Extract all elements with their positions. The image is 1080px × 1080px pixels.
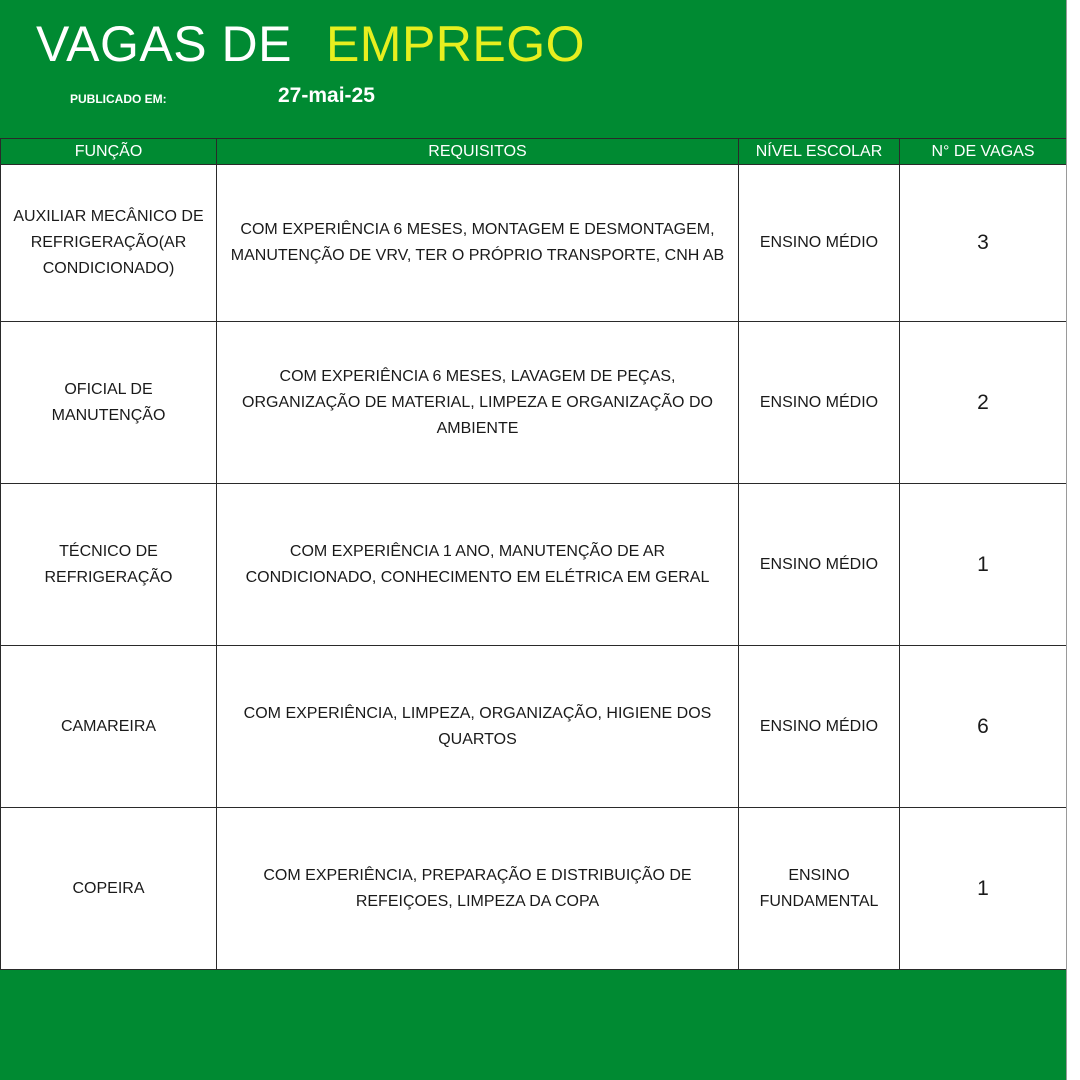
cell-funcao: AUXILIAR MECÂNICO DE REFRIGERAÇÃO(AR CONDICIONADO) xyxy=(1,165,217,322)
cell-requisitos: COM EXPERIÊNCIA 6 MESES, MONTAGEM E DESMONTAGEM, MANUTENÇÃO DE VRV, TER O PRÓPRIO TRANSPORTE, CNH AB xyxy=(217,165,739,322)
title-part-2: EMPREGO xyxy=(325,16,586,72)
published-label: PUBLICADO EM: xyxy=(70,92,167,106)
cell-vagas: 1 xyxy=(900,484,1067,646)
cell-nivel-escolar: ENSINO FUNDAMENTAL xyxy=(739,808,900,970)
column-header-vagas: N° DE VAGAS xyxy=(900,139,1067,165)
cell-nivel-escolar: ENSINO MÉDIO xyxy=(739,322,900,484)
cell-vagas: 3 xyxy=(900,165,1067,322)
cell-vagas: 1 xyxy=(900,808,1067,970)
title-part-1: VAGAS DE xyxy=(36,16,292,72)
page-title xyxy=(36,14,585,74)
cell-nivel-escolar: ENSINO MÉDIO xyxy=(739,646,900,808)
cell-nivel-escolar: ENSINO MÉDIO xyxy=(739,165,900,322)
column-header-nivel-escolar: NÍVEL ESCOLAR xyxy=(739,139,900,165)
cell-requisitos: COM EXPERIÊNCIA 1 ANO, MANUTENÇÃO DE AR CONDICIONADO, CONHECIMENTO EM ELÉTRICA EM GERAL xyxy=(217,484,739,646)
column-header-requisitos: REQUISITOS xyxy=(217,139,739,165)
cell-requisitos: COM EXPERIÊNCIA, PREPARAÇÃO E DISTRIBUIÇÃO DE REFEIÇOES, LIMPEZA DA COPA xyxy=(217,808,739,970)
cell-requisitos: COM EXPERIÊNCIA 6 MESES, LAVAGEM DE PEÇAS, ORGANIZAÇÃO DE MATERIAL, LIMPEZA E ORGANIZAÇÃO DO AMBIENTE xyxy=(217,322,739,484)
jobs-table xyxy=(0,138,1067,970)
published-date: 27-mai-25 xyxy=(278,84,375,107)
cell-vagas: 2 xyxy=(900,322,1067,484)
cell-requisitos: COM EXPERIÊNCIA, LIMPEZA, ORGANIZAÇÃO, HIGIENE DOS QUARTOS xyxy=(217,646,739,808)
table-row xyxy=(1,646,1067,808)
table-row xyxy=(1,808,1067,970)
table-row xyxy=(1,165,1067,322)
table-header-row xyxy=(1,139,1067,165)
page-edge xyxy=(1066,0,1080,1080)
cell-nivel-escolar: ENSINO MÉDIO xyxy=(739,484,900,646)
cell-funcao: OFICIAL DE MANUTENÇÃO xyxy=(1,322,217,484)
cell-funcao: TÉCNICO DE REFRIGERAÇÃO xyxy=(1,484,217,646)
column-header-funcao: FUNÇÃO xyxy=(1,139,217,165)
cell-vagas: 6 xyxy=(900,646,1067,808)
cell-funcao: CAMAREIRA xyxy=(1,646,217,808)
table-row xyxy=(1,484,1067,646)
cell-funcao: COPEIRA xyxy=(1,808,217,970)
table-row xyxy=(1,322,1067,484)
